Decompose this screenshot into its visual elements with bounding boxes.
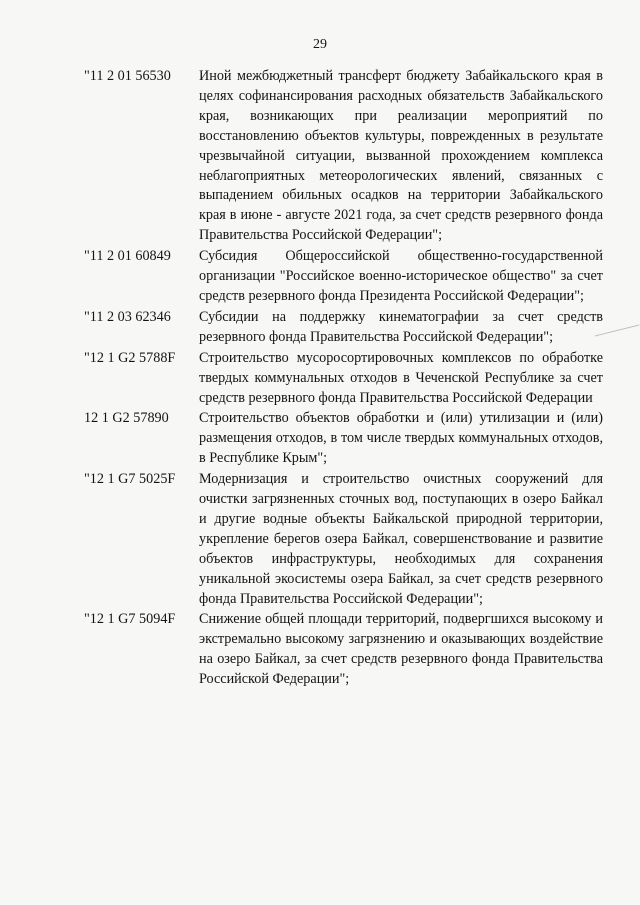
budget-code-list <box>84 66 604 690</box>
list-item <box>84 307 604 348</box>
budget-code: "11 2 01 56530 <box>84 68 171 84</box>
budget-code: "12 1 G7 5094F <box>84 611 176 628</box>
entry-description: Снижение общей площади территорий, подвергшихся высокому и экстремально высокому загрязнению и оказывающих воздействие на озеро Байкал, за счет средств резервного фонда Правительства Российской Федерации"; <box>199 611 603 688</box>
entry-description: Строительство мусоросортировочных комплексов по обработке твердых коммунальных отходов в Чеченской Республике за счет средств резервного фонда Правительства Российской Федерации <box>199 349 603 406</box>
list-item <box>84 609 604 690</box>
entry-description: Модернизация и строительство очистных сооружений для очистки загрязненных сточных вод, поступающих в озеро Байкал и другие водные объекты Байкальской природной территории, укрепление берегов озера Байкал, совершенствование и развитие объектов инфраструктуры, необходимых для сохранения уникальной экосистемы озера Байкал, за счет средств резервного фонда Правительства Российской Федерации"; <box>199 471 603 607</box>
entry-description: Субсидии на поддержку кинематографии за счет средств резервного фонда Правительства Российской Федерации"; <box>199 308 603 345</box>
budget-code: 12 1 G2 57890 <box>84 410 169 427</box>
list-item <box>84 408 604 469</box>
entry-description: Строительство объектов обработки и (или) утилизации и (или) размещения отходов, в том числе твердых коммунальных отходов, в Республике Крым"; <box>199 410 603 467</box>
page-number: 29 <box>313 37 327 52</box>
budget-code: "11 2 01 60849 <box>84 248 171 265</box>
list-item <box>84 246 604 307</box>
budget-code: "12 1 G7 5025F <box>84 471 176 488</box>
list-item <box>84 66 604 246</box>
entry-description: Субсидия Общероссийской общественно-государственной организации "Российское военно-историческое общество" за счет средств резервного фонда Президента Российской Федерации"; <box>199 248 603 304</box>
budget-code: "11 2 03 62346 <box>84 308 171 325</box>
entry-description: Иной межбюджетный трансферт бюджету Забайкальского края в целях софинансирования расходных обязательств Забайкальского края, возникающих при реализации мероприятий по восстановлению объектов культуры, поврежденных в результате чрезвычайной ситуации, вызванной прохождением комплекса неблагоприятных метеорологических явлений, связанных с выпадением обильных осадков на территории Забайкальского края в июне - августе 2021 года, за счет средств резервного фонда Правительства Российской Федерации"; <box>199 68 603 244</box>
list-item <box>84 469 604 609</box>
budget-code: "12 1 G2 5788F <box>84 349 176 366</box>
list-item <box>84 348 604 409</box>
